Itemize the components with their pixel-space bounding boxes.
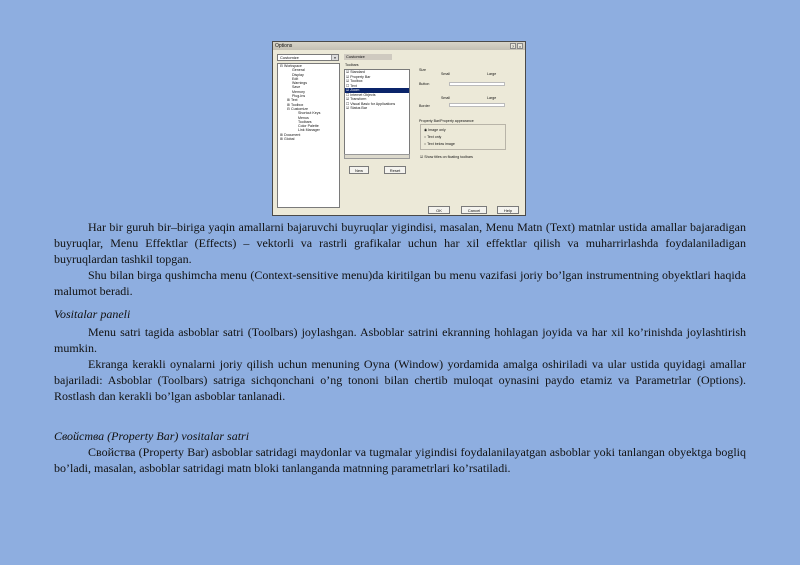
floating-titles-checkbox[interactable]: ☑ Show titles on floating toolbars [420, 155, 473, 159]
list-item[interactable]: ☑ Transform [346, 97, 367, 101]
dialog-titlebar [273, 42, 525, 50]
tree-item[interactable]: Toolbars [298, 119, 312, 124]
list-item[interactable]: ☑ Toolbox [346, 79, 363, 83]
tree-item[interactable]: Color Palette [298, 124, 319, 129]
options-dialog [272, 41, 526, 216]
list-item[interactable]: ☐ Internet Objects [346, 92, 376, 97]
radio-text-only[interactable]: ○ Text only [424, 135, 442, 139]
list-item[interactable]: ☐ Text [346, 83, 357, 88]
text-block-3 [54, 324, 746, 404]
options-tree[interactable] [277, 63, 340, 208]
button-size-slider[interactable] [449, 82, 505, 86]
size-label: Size [419, 68, 426, 72]
category-select[interactable] [277, 54, 339, 61]
list-item[interactable]: ☑ Standard [346, 70, 365, 74]
ok-button[interactable]: OK [428, 206, 450, 214]
tree-item[interactable]: Save [292, 85, 301, 90]
list-item[interactable]: ☐ Visual Basic for Applications [346, 101, 396, 106]
button-size-label: Button [419, 82, 430, 86]
tree-item[interactable]: ⊟ Customize [287, 106, 308, 111]
text-block-4 [54, 428, 746, 476]
reset-button[interactable]: Reset [384, 166, 406, 174]
horizontal-scrollbar[interactable] [344, 154, 410, 159]
new-button[interactable]: New [349, 166, 369, 174]
tree-item[interactable]: ⊞ Toolbox [287, 102, 304, 107]
large-label: Large [487, 72, 497, 76]
chevron-down-icon: ▼ [331, 55, 338, 60]
tree-item[interactable]: General [292, 68, 305, 73]
paragraph: Har bir guruh bir–biriga yaqin amallarni bajaruvchi buyruqlar yigindisi, masalan, Menu Matn (Text) matnlar ustida amallar bajaradigan buyruqlar, Menu Effektlar (Effects) – vektorli va rastrli grafikalar uchun har xil effektlar qilish va muharrirlashda foydalaniladigan buyruqlardan tashkil topgan. [54, 220, 746, 266]
section-heading: Vositalar paneli [54, 307, 131, 321]
tree-item[interactable]: ⊞ Document [280, 132, 301, 137]
toolbars-label: Toolbars [345, 63, 359, 67]
list-item[interactable]: ☑ Zoom [345, 88, 409, 93]
tree-item[interactable]: Link Manager [298, 128, 320, 133]
tree-item[interactable]: Menus [298, 115, 309, 120]
list-item[interactable]: ☑ Property Bar [346, 74, 371, 79]
border-label: Border [419, 104, 430, 108]
tree-item[interactable]: Plug-Ins [292, 94, 306, 99]
list-item[interactable]: ☑ Status Bar [346, 106, 368, 110]
text-block-2 [54, 306, 746, 322]
border-size-slider[interactable] [449, 103, 505, 107]
radio-text-below[interactable]: ○ Text below image [424, 142, 455, 146]
tree-item[interactable]: Shortcut Keys [298, 111, 321, 116]
close-icon[interactable]: × [518, 44, 522, 49]
section-heading: Свойства (Property Bar) vositalar satri [54, 429, 250, 443]
toolbar-list[interactable] [344, 69, 410, 159]
tree-item[interactable]: ⊟ Workspace [280, 64, 302, 68]
category-select-value: Customize [280, 55, 299, 60]
paragraph: Ekranga kerakli oynalarni joriy qilish uchun menuning Oyna (Window) yordamida amalga oshiriladi va ular ustida quyidagi amallar bajariladi: Asboblar (Toolbars) satriga sichqonchani o’ng tononi bilan chertib muloqat oynasini paydo etamiz va Parametrlar (Options). Rostlash dan kerakli bo’lgan asboblar tanlanadi. [54, 357, 746, 403]
help-icon[interactable]: ? [511, 44, 515, 49]
small-label: Small [441, 72, 450, 76]
paragraph: Menu satri tagida asboblar satri (Toolbars) joylashgan. Asboblar satrini ekranning hohlagan joyida va har xil ko’rinishda joylashtirish mumkin. [54, 325, 746, 355]
tree-item[interactable]: Display [292, 72, 304, 77]
property-appearance-label: Property Bar/Property appearance [419, 119, 474, 123]
large-label-2: Large [487, 96, 497, 100]
tree-item[interactable]: Warnings [292, 81, 308, 86]
text-block-1 [54, 219, 746, 299]
paragraph: Свойства (Property Bar) asboblar satridagi maydonlar va tugmalar yigindisi foydalanilayatgan asboblar yoki tanlangan obyektga bogliq bo’ladi, masalan, asboblar satridagi matn bloki tanlanganda matnning parametrlari ko’rsatiladi. [54, 445, 746, 475]
cancel-button[interactable]: Cancel [461, 206, 487, 214]
tree-item[interactable]: Edit [292, 76, 299, 81]
tree-item[interactable]: ⊞ Global [280, 137, 295, 142]
panel-title: Customize [344, 54, 392, 60]
dialog-title: Options [275, 43, 293, 49]
small-label-2: Small [441, 96, 450, 100]
radio-image-only[interactable]: ◉ Image only [424, 128, 446, 132]
tree-item[interactable]: Memory [292, 89, 305, 94]
tree-item[interactable]: ⊞ Text [287, 98, 298, 103]
help-button[interactable]: Help [497, 206, 519, 214]
paragraph: Shu bilan birga qushimcha menu (Context-sensitive menu)da kiritilgan bu menu vazifasi joriy bo’lgan instrumentning obyektlari haqida malumot beradi. [54, 268, 746, 298]
